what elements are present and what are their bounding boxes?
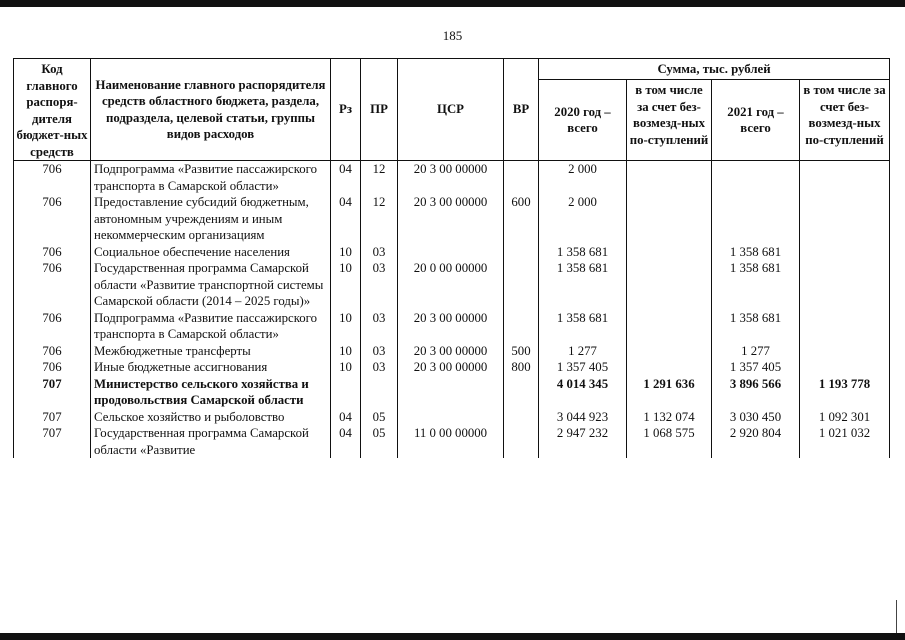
cell-2020-total: 2 000 (539, 194, 627, 244)
cell-csr: 20 3 00 00000 (398, 161, 504, 195)
cell-pr (361, 376, 398, 409)
cell-2021-total (712, 194, 800, 244)
cell-2021-free (800, 359, 890, 376)
cell-2021-total: 3 896 566 (712, 376, 800, 409)
cell-name: Государственная программа Самарской области «Развитие (91, 425, 331, 458)
cell-pr: 03 (361, 244, 398, 261)
cell-rz: 04 (331, 194, 361, 244)
cell-rz: 04 (331, 409, 361, 426)
cell-vr: 800 (504, 359, 539, 376)
cell-2020-total: 2 000 (539, 161, 627, 195)
cell-name: Социальное обеспечение населения (91, 244, 331, 261)
cell-pr: 05 (361, 409, 398, 426)
table-row (14, 376, 890, 409)
cell-rz: 10 (331, 260, 361, 310)
cell-vr (504, 244, 539, 261)
cell-name: Межбюджетные трансферты (91, 343, 331, 360)
cell-2021-free: 1 021 032 (800, 425, 890, 458)
cell-rz: 10 (331, 359, 361, 376)
cell-code: 707 (14, 376, 91, 409)
cell-vr (504, 409, 539, 426)
cell-code: 706 (14, 359, 91, 376)
cell-2021-total: 1 277 (712, 343, 800, 360)
cell-name: Подпрограмма «Развитие пассажирского транспорта в Самарской области» (91, 161, 331, 195)
cell-vr (504, 425, 539, 458)
scan-edge-line (896, 600, 897, 633)
cell-2021-free (800, 161, 890, 195)
cell-vr (504, 161, 539, 195)
cell-code: 706 (14, 310, 91, 343)
cell-pr: 05 (361, 425, 398, 458)
cell-name: Государственная программа Самарской области «Развитие транспортной системы Самарской области (2014 – 2025 годы)» (91, 260, 331, 310)
cell-2020-total: 1 357 405 (539, 359, 627, 376)
page-number: 185 (442, 28, 463, 43)
cell-vr (504, 376, 539, 409)
cell-pr: 03 (361, 359, 398, 376)
cell-vr: 500 (504, 343, 539, 360)
table-row (14, 244, 890, 261)
cell-2021-free: 1 193 778 (800, 376, 890, 409)
table-row (14, 409, 890, 426)
header-2020-free: в том числе за счет без-возмезд-ных по-ступлений (627, 80, 712, 161)
cell-2020-free: 1 068 575 (627, 425, 712, 458)
cell-2020-total: 3 044 923 (539, 409, 627, 426)
cell-csr (398, 244, 504, 261)
cell-rz: 04 (331, 425, 361, 458)
cell-2020-total: 4 014 345 (539, 376, 627, 409)
cell-code: 706 (14, 260, 91, 310)
cell-2020-total: 2 947 232 (539, 425, 627, 458)
header-name: Наименование главного распорядителя средств областного бюджета, раздела, подраздела, целевой статьи, группы видов расходов (91, 59, 331, 161)
table-body (14, 161, 890, 459)
cell-2021-total: 1 358 681 (712, 310, 800, 343)
cell-name: Министерство сельского хозяйства и продовольствия Самарской области (91, 376, 331, 409)
cell-2021-free (800, 310, 890, 343)
header-rz: Рз (331, 59, 361, 161)
cell-csr (398, 409, 504, 426)
header-csr: ЦСР (398, 59, 504, 161)
cell-name: Подпрограмма «Развитие пассажирского транспорта в Самарской области» (91, 310, 331, 343)
header-2020-total: 2020 год – всего (539, 80, 627, 161)
cell-pr: 12 (361, 161, 398, 195)
cell-2021-total: 2 920 804 (712, 425, 800, 458)
cell-2020-total: 1 358 681 (539, 260, 627, 310)
cell-2020-free (627, 161, 712, 195)
table-row (14, 425, 890, 458)
table-row (14, 343, 890, 360)
cell-2021-total (712, 161, 800, 195)
cell-2021-free: 1 092 301 (800, 409, 890, 426)
cell-2020-free: 1 291 636 (627, 376, 712, 409)
cell-csr: 20 3 00 00000 (398, 343, 504, 360)
cell-2021-total: 3 030 450 (712, 409, 800, 426)
cell-2020-total: 1 358 681 (539, 244, 627, 261)
cell-name: Предоставление субсидий бюджетным, автономным учреждениям и иным некоммерческим организациям (91, 194, 331, 244)
bottom-border-line (0, 633, 905, 640)
cell-code: 706 (14, 343, 91, 360)
cell-pr: 03 (361, 310, 398, 343)
cell-vr (504, 310, 539, 343)
cell-csr: 11 0 00 00000 (398, 425, 504, 458)
cell-code: 707 (14, 425, 91, 458)
cell-code: 706 (14, 161, 91, 195)
cell-2020-free (627, 260, 712, 310)
cell-2020-free (627, 244, 712, 261)
cell-pr: 03 (361, 260, 398, 310)
header-pr: ПР (361, 59, 398, 161)
cell-code: 707 (14, 409, 91, 426)
header-2021-total: 2021 год – всего (712, 80, 800, 161)
table-row (14, 161, 890, 195)
cell-pr: 12 (361, 194, 398, 244)
budget-table (13, 58, 890, 458)
cell-2020-total: 1 277 (539, 343, 627, 360)
header-vr: ВР (504, 59, 539, 161)
table-row (14, 260, 890, 310)
cell-csr: 20 3 00 00000 (398, 194, 504, 244)
cell-rz: 10 (331, 343, 361, 360)
cell-2020-free: 1 132 074 (627, 409, 712, 426)
cell-2020-free (627, 194, 712, 244)
cell-csr: 20 3 00 00000 (398, 359, 504, 376)
cell-csr: 20 0 00 00000 (398, 260, 504, 310)
header-code: Код главного распоря-дителя бюджет-ных средств (14, 59, 91, 161)
cell-vr: 600 (504, 194, 539, 244)
cell-2021-total: 1 358 681 (712, 260, 800, 310)
header-2021-free: в том числе за счет без-возмезд-ных по-ступлений (800, 80, 890, 161)
top-border-line (0, 0, 905, 7)
cell-2021-free (800, 194, 890, 244)
cell-2020-free (627, 359, 712, 376)
table-row (14, 194, 890, 244)
cell-rz: 10 (331, 244, 361, 261)
cell-2021-total: 1 358 681 (712, 244, 800, 261)
cell-2020-total: 1 358 681 (539, 310, 627, 343)
cell-code: 706 (14, 194, 91, 244)
cell-name: Иные бюджетные ассигнования (91, 359, 331, 376)
cell-2021-free (800, 260, 890, 310)
cell-rz: 04 (331, 161, 361, 195)
cell-2021-free (800, 343, 890, 360)
cell-2020-free (627, 310, 712, 343)
cell-csr (398, 376, 504, 409)
table-row (14, 310, 890, 343)
cell-pr: 03 (361, 343, 398, 360)
header-sum: Сумма, тыс. рублей (539, 59, 890, 80)
cell-rz (331, 376, 361, 409)
cell-csr: 20 3 00 00000 (398, 310, 504, 343)
cell-code: 706 (14, 244, 91, 261)
cell-2020-free (627, 343, 712, 360)
cell-2021-free (800, 244, 890, 261)
cell-2021-total: 1 357 405 (712, 359, 800, 376)
cell-rz: 10 (331, 310, 361, 343)
table-row (14, 359, 890, 376)
cell-name: Сельское хозяйство и рыболовство (91, 409, 331, 426)
cell-vr (504, 260, 539, 310)
